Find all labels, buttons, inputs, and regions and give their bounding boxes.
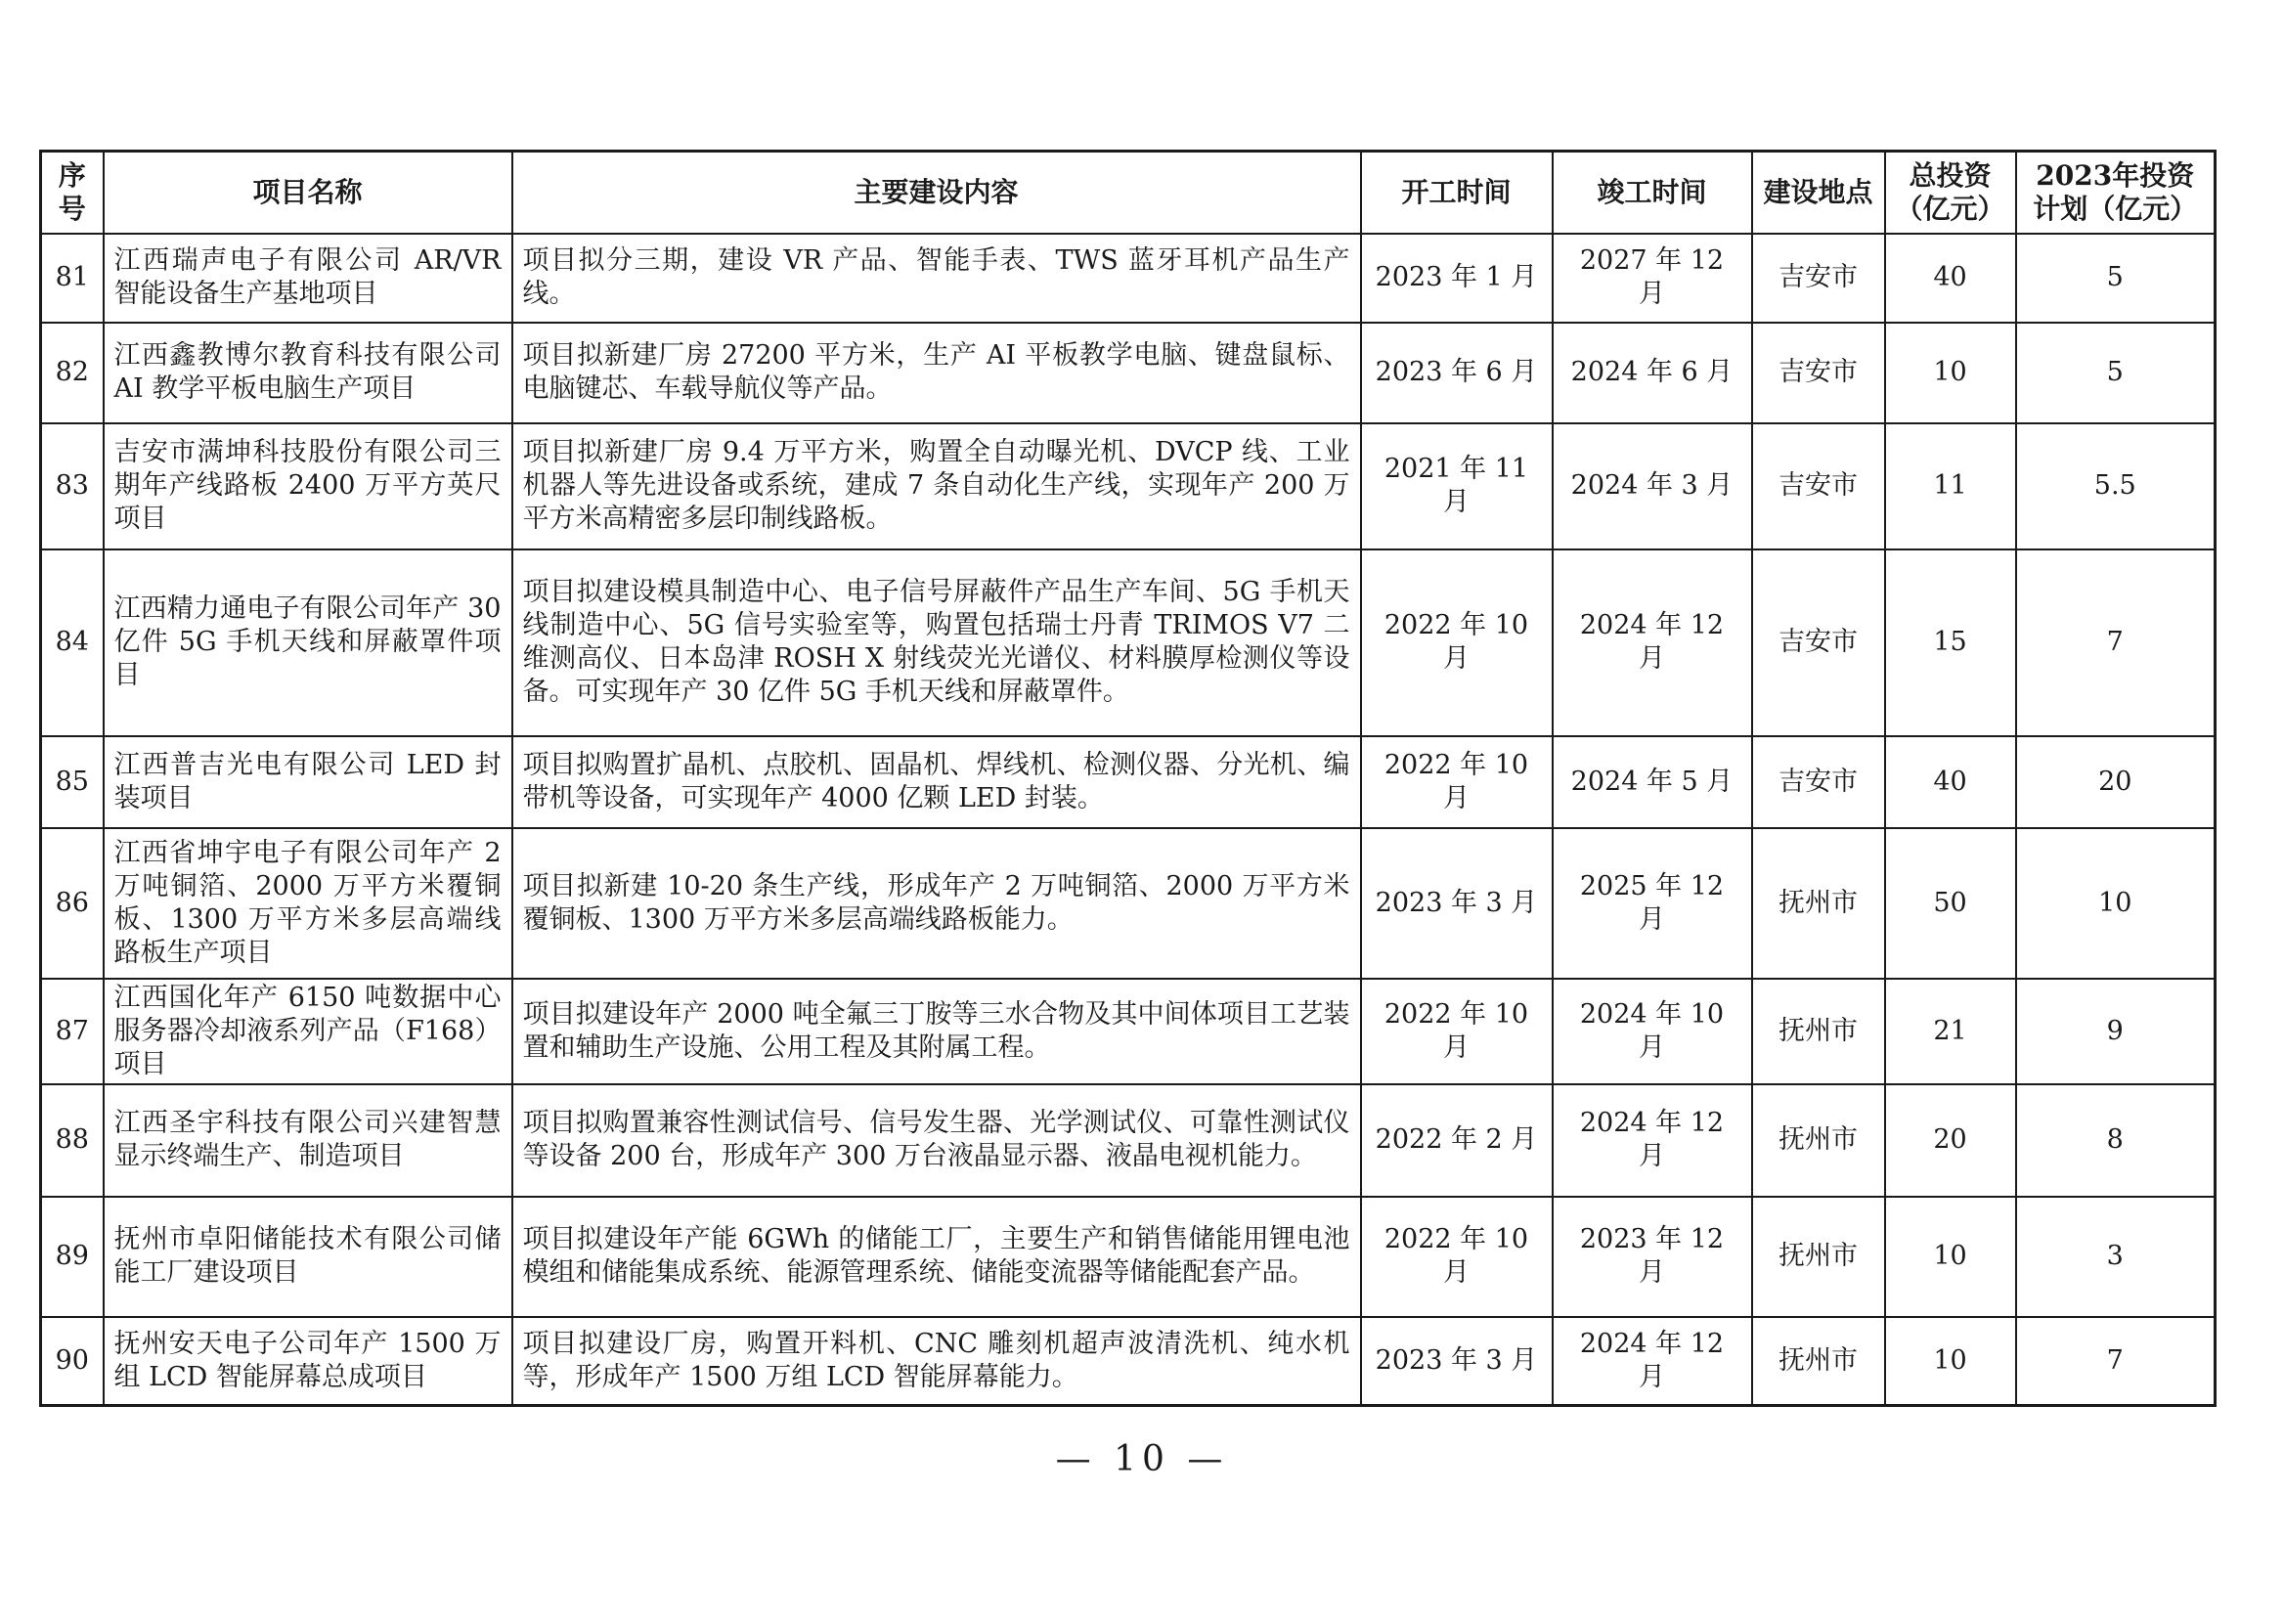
- table-row: [41, 1084, 2216, 1197]
- cell-total: 20: [1885, 1084, 2016, 1197]
- cell-name: 江西鑫教博尔教育科技有限公司 AI 教学平板电脑生产项目: [104, 323, 512, 423]
- cell-end: 2024 年 6 月: [1553, 323, 1752, 423]
- cell-start: 2023 年 3 月: [1361, 1317, 1553, 1406]
- cell-location: 吉安市: [1752, 736, 1885, 828]
- header-row: [41, 152, 2216, 234]
- cell-seq: 85: [41, 736, 104, 828]
- header-content: 主要建设内容: [512, 152, 1361, 234]
- cell-name: 江西国化年产 6150 吨数据中心服务器冷却液系列产品（F168）项目: [104, 979, 512, 1084]
- cell-content: 项目拟建设年产能 6GWh 的储能工厂，主要生产和销售储能用锂电池模组和储能集成系统、能源管理系统、储能变流器等储能配套产品。: [512, 1197, 1361, 1317]
- cell-content: 项目拟分三期，建设 VR 产品、智能手表、TWS 蓝牙耳机产品生产线。: [512, 234, 1361, 323]
- cell-location: 吉安市: [1752, 549, 1885, 736]
- cell-location: 抚州市: [1752, 1197, 1885, 1317]
- cell-location: 抚州市: [1752, 979, 1885, 1084]
- cell-start: 2022 年 10 月: [1361, 1197, 1553, 1317]
- cell-plan: 5.5: [2016, 423, 2216, 549]
- cell-seq: 82: [41, 323, 104, 423]
- table-row: [41, 1317, 2216, 1406]
- cell-location: 抚州市: [1752, 828, 1885, 979]
- cell-content: 项目拟建设厂房，购置开料机、CNC 雕刻机超声波清洗机、纯水机等，形成年产 1500 万组 LCD 智能屏幕能力。: [512, 1317, 1361, 1406]
- cell-location: 抚州市: [1752, 1084, 1885, 1197]
- cell-location: 吉安市: [1752, 234, 1885, 323]
- cell-plan: 10: [2016, 828, 2216, 979]
- cell-total: 40: [1885, 736, 2016, 828]
- cell-plan: 7: [2016, 549, 2216, 736]
- cell-start: 2022 年 10 月: [1361, 549, 1553, 736]
- cell-start: 2023 年 6 月: [1361, 323, 1553, 423]
- cell-seq: 84: [41, 549, 104, 736]
- cell-content: 项目拟新建 10-20 条生产线，形成年产 2 万吨铜箔、2000 万平方米覆铜板、1300 万平方米多层高端线路板能力。: [512, 828, 1361, 979]
- cell-start: 2023 年 1 月: [1361, 234, 1553, 323]
- header-location: 建设地点: [1752, 152, 1885, 234]
- cell-name: 江西精力通电子有限公司年产 30 亿件 5G 手机天线和屏蔽罩件项目: [104, 549, 512, 736]
- table-row: [41, 1197, 2216, 1317]
- cell-plan: 9: [2016, 979, 2216, 1084]
- cell-start: 2023 年 3 月: [1361, 828, 1553, 979]
- cell-total: 10: [1885, 1317, 2016, 1406]
- cell-name: 江西普吉光电有限公司 LED 封装项目: [104, 736, 512, 828]
- cell-start: 2021 年 11 月: [1361, 423, 1553, 549]
- cell-seq: 87: [41, 979, 104, 1084]
- cell-name: 江西瑞声电子有限公司 AR/VR 智能设备生产基地项目: [104, 234, 512, 323]
- cell-plan: 3: [2016, 1197, 2216, 1317]
- cell-seq: 81: [41, 234, 104, 323]
- table-row: [41, 323, 2216, 423]
- cell-location: 吉安市: [1752, 323, 1885, 423]
- cell-seq: 90: [41, 1317, 104, 1406]
- cell-location: 吉安市: [1752, 423, 1885, 549]
- table-row: [41, 423, 2216, 549]
- cell-content: 项目拟新建厂房 27200 平方米，生产 AI 平板教学电脑、键盘鼠标、电脑键芯、车载导航仪等产品。: [512, 323, 1361, 423]
- cell-end: 2025 年 12 月: [1553, 828, 1752, 979]
- table-row: [41, 979, 2216, 1084]
- cell-total: 50: [1885, 828, 2016, 979]
- cell-seq: 86: [41, 828, 104, 979]
- header-name: 项目名称: [104, 152, 512, 234]
- cell-end: 2024 年 10 月: [1553, 979, 1752, 1084]
- cell-end: 2024 年 3 月: [1553, 423, 1752, 549]
- cell-total: 10: [1885, 1197, 2016, 1317]
- cell-content: 项目拟购置扩晶机、点胶机、固晶机、焊线机、检测仪器、分光机、编带机等设备，可实现年产 4000 亿颗 LED 封装。: [512, 736, 1361, 828]
- cell-end: 2027 年 12 月: [1553, 234, 1752, 323]
- cell-name: 抚州安天电子公司年产 1500 万组 LCD 智能屏幕总成项目: [104, 1317, 512, 1406]
- cell-content: 项目拟购置兼容性测试信号、信号发生器、光学测试仪、可靠性测试仪等设备 200 台，形成年产 300 万台液晶显示器、液晶电视机能力。: [512, 1084, 1361, 1197]
- cell-plan: 5: [2016, 234, 2216, 323]
- page-number: — 10 —: [1055, 1439, 1229, 1479]
- cell-total: 21: [1885, 979, 2016, 1084]
- cell-start: 2022 年 2 月: [1361, 1084, 1553, 1197]
- cell-total: 40: [1885, 234, 2016, 323]
- cell-location: 抚州市: [1752, 1317, 1885, 1406]
- cell-end: 2024 年 12 月: [1553, 549, 1752, 736]
- cell-name: 江西圣宇科技有限公司兴建智慧显示终端生产、制造项目: [104, 1084, 512, 1197]
- table-row: [41, 828, 2216, 979]
- header-start: 开工时间: [1361, 152, 1553, 234]
- cell-total: 15: [1885, 549, 2016, 736]
- cell-seq: 83: [41, 423, 104, 549]
- cell-end: 2023 年 12 月: [1553, 1197, 1752, 1317]
- cell-start: 2022 年 10 月: [1361, 736, 1553, 828]
- cell-name: 吉安市满坤科技股份有限公司三期年产线路板 2400 万平方英尺项目: [104, 423, 512, 549]
- cell-seq: 88: [41, 1084, 104, 1197]
- cell-total: 10: [1885, 323, 2016, 423]
- cell-content: 项目拟建设年产 2000 吨全氟三丁胺等三水合物及其中间体项目工艺装置和辅助生产设施、公用工程及其附属工程。: [512, 979, 1361, 1084]
- table-row: [41, 549, 2216, 736]
- cell-plan: 20: [2016, 736, 2216, 828]
- cell-name: 抚州市卓阳储能技术有限公司储能工厂建设项目: [104, 1197, 512, 1317]
- header-seq: 序号: [41, 152, 104, 234]
- cell-end: 2024 年 12 月: [1553, 1084, 1752, 1197]
- cell-seq: 89: [41, 1197, 104, 1317]
- cell-start: 2022 年 10 月: [1361, 979, 1553, 1084]
- cell-plan: 5: [2016, 323, 2216, 423]
- cell-plan: 8: [2016, 1084, 2216, 1197]
- project-table: [39, 150, 2217, 1407]
- cell-end: 2024 年 5 月: [1553, 736, 1752, 828]
- table-row: [41, 736, 2216, 828]
- cell-content: 项目拟建设模具制造中心、电子信号屏蔽件产品生产车间、5G 手机天线制造中心、5G 信号实验室等，购置包括瑞士丹青 TRIMOS V7 二维测高仪、日本岛津 ROSH X 射线荧光光谱仪、材料膜厚检测仪等设备。可实现年产 30 亿件 5G 手机天线和屏蔽罩件。: [512, 549, 1361, 736]
- cell-content: 项目拟新建厂房 9.4 万平方米，购置全自动曝光机、DVCP 线、工业机器人等先进设备或系统，建成 7 条自动化生产线，实现年产 200 万平方米高精密多层印制线路板。: [512, 423, 1361, 549]
- cell-total: 11: [1885, 423, 2016, 549]
- header-end: 竣工时间: [1553, 152, 1752, 234]
- header-plan: 2023年投资计划（亿元）: [2016, 152, 2216, 234]
- cell-end: 2024 年 12 月: [1553, 1317, 1752, 1406]
- table-row: [41, 234, 2216, 323]
- cell-name: 江西省坤宇电子有限公司年产 2 万吨铜箔、2000 万平方米覆铜板、1300 万平方米多层高端线路板生产项目: [104, 828, 512, 979]
- cell-plan: 7: [2016, 1317, 2216, 1406]
- header-total: 总投资（亿元）: [1885, 152, 2016, 234]
